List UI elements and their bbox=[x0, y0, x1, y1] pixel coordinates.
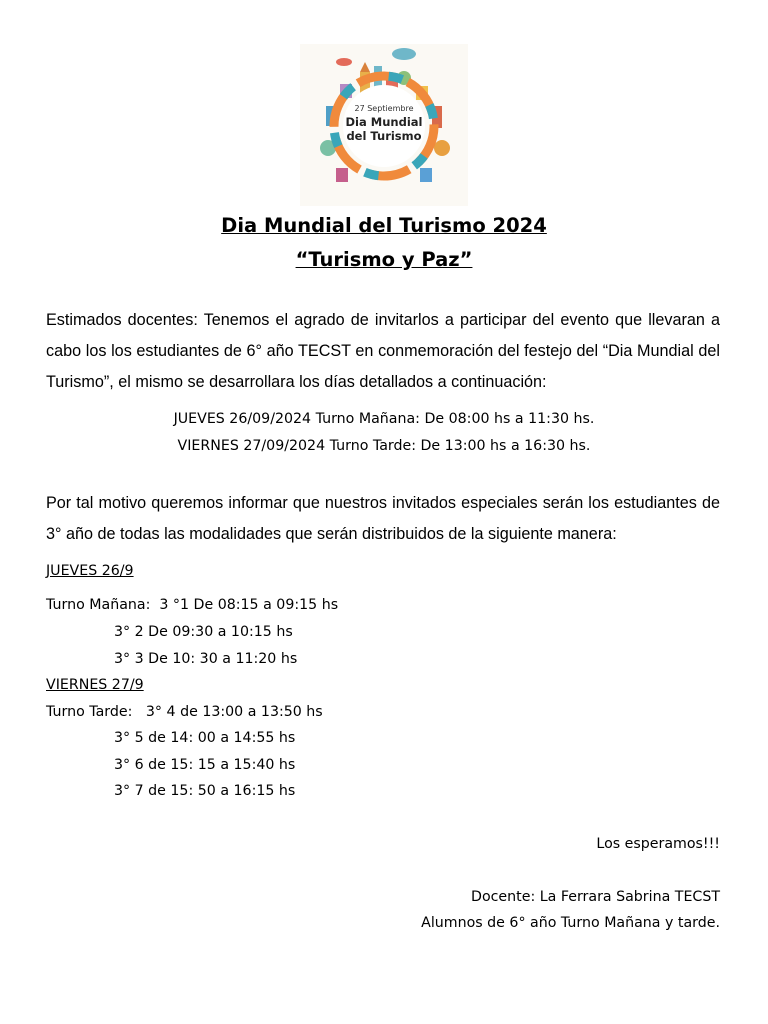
logo-date: 27 Septiembre bbox=[354, 104, 414, 113]
logo-title-line2: del Turismo bbox=[346, 129, 422, 143]
day1-line: 3° 2 De 09:30 a 10:15 hs bbox=[114, 624, 293, 640]
schedule-line-thursday: JUEVES 26/09/2024 Turno Mañana: De 08:00 hs a 11:30 hs. bbox=[173, 411, 595, 427]
intro-paragraph: Estimados docentes: Tenemos el agrado de invitarlos a participar del evento que llevaran a cabo los los estudiantes de 6° año TECST en conmemoración del festejo del “Dia Mundial del Turismo”, el mismo se desarrollara los días detallados a continuación: bbox=[46, 311, 720, 391]
day2-line: 3° 7 de 15: 50 a 16:15 hs bbox=[114, 783, 296, 799]
closing-text: Los esperamos!!! bbox=[596, 836, 720, 852]
day2-line: 3° 5 de 14: 00 a 14:55 hs bbox=[114, 730, 296, 746]
day1-heading: JUEVES 26/9 bbox=[46, 563, 134, 579]
guests-paragraph: Por tal motivo queremos informar que nuestros invitados especiales serán los estudiantes de 3° año de todas las modalidades que serán distribuidos de la siguiente manera: bbox=[46, 494, 720, 543]
day2-heading: VIERNES 27/9 bbox=[46, 677, 144, 693]
document-title: Dia Mundial del Turismo 2024 bbox=[221, 214, 547, 237]
event-logo bbox=[300, 44, 468, 206]
day2-line: Turno Tarde: 3° 4 de 13:00 a 13:50 hs bbox=[46, 704, 323, 720]
day1-line: 3° 3 De 10: 30 a 11:20 hs bbox=[114, 651, 298, 667]
schedule-line-friday: VIERNES 27/09/2024 Turno Tarde: De 13:00 hs a 16:30 hs. bbox=[177, 438, 591, 454]
signature-students: Alumnos de 6° año Turno Mañana y tarde. bbox=[421, 915, 720, 931]
day1-line: Turno Mañana: 3 °1 De 08:15 a 09:15 hs bbox=[46, 597, 339, 613]
day2-line: 3° 6 de 15: 15 a 15:40 hs bbox=[114, 757, 296, 773]
signature-teacher: Docente: La Ferrara Sabrina TECST bbox=[471, 889, 720, 905]
document-subtitle: “Turismo y Paz” bbox=[295, 248, 473, 271]
logo-title-line1: Dia Mundial bbox=[345, 115, 423, 129]
